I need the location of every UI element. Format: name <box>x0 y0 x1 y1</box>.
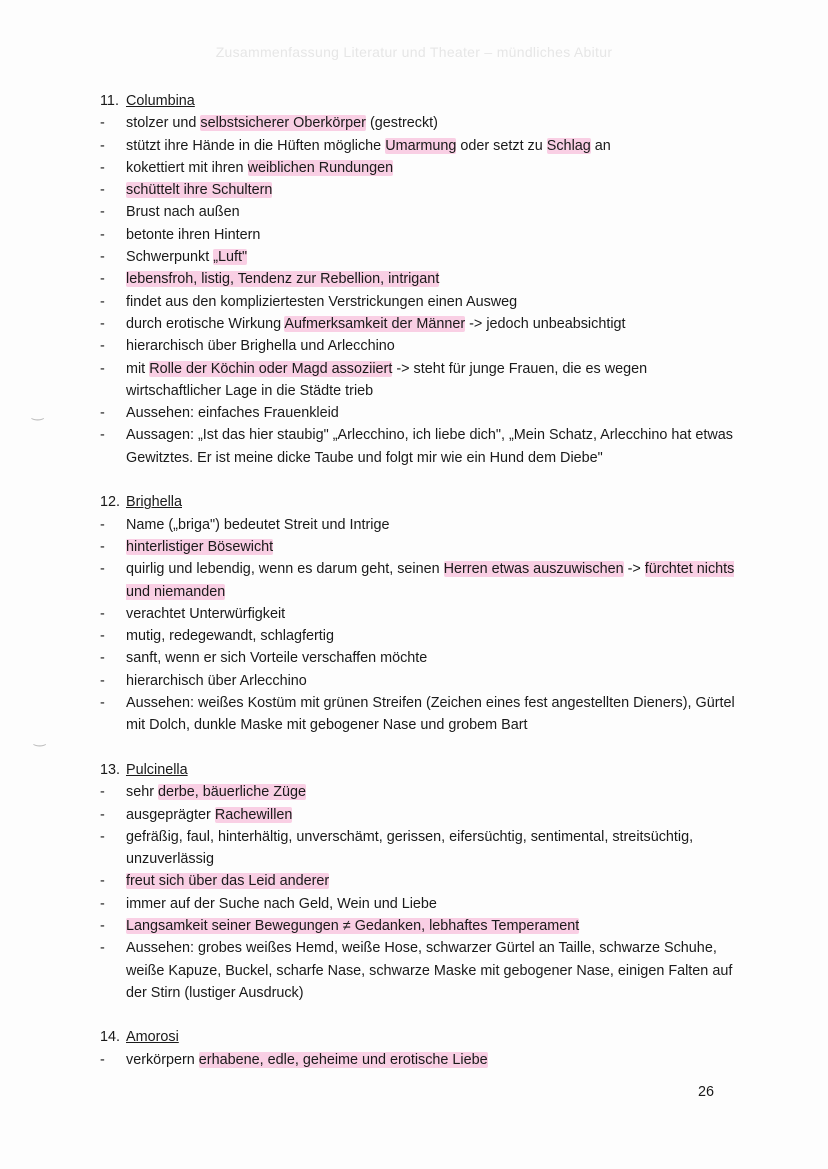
bullet-dash-icon: - <box>100 695 105 712</box>
highlighted-text: freut sich über das Leid anderer <box>126 873 330 890</box>
list-item <box>100 112 740 134</box>
section-heading <box>100 491 740 513</box>
text-segment: sehr <box>126 784 158 801</box>
page-header: Zusammenfassung Literatur und Theater – mündliches Abitur <box>215 44 613 60</box>
highlighted-text: Aufmerksamkeit der Männer <box>284 315 466 332</box>
bullet-dash-icon: - <box>100 628 105 645</box>
bullet-dash-icon: - <box>100 806 105 823</box>
highlighted-text: weiblichen Rundungen <box>247 159 394 176</box>
scan-mark-icon: ‿ <box>34 730 46 746</box>
bullet-dash-icon: - <box>100 360 105 377</box>
list-item <box>100 536 740 558</box>
list-item-text <box>126 157 740 179</box>
highlighted-text: derbe, bäuerliche Züge <box>158 784 307 801</box>
list-item-text <box>126 558 740 603</box>
list-item-text <box>126 937 740 1004</box>
text-segment: Aussagen: „Ist das hier staubig" „Arlecchino, ich liebe dich", „Mein Schatz, Arlecchino hat etwas Gewitztes. Er ist meine dicke Taube und folgt mir wie ein Hund dem Diebe" <box>126 427 733 466</box>
text-segment: Name („briga") bedeutet Streit und Intrige <box>126 516 390 533</box>
bullet-dash-icon: - <box>100 115 105 132</box>
section-title: Pulcinella <box>126 761 188 778</box>
text-segment: (gestreckt) <box>365 115 438 132</box>
list-item <box>100 893 740 915</box>
bullet-dash-icon: - <box>100 650 105 667</box>
text-segment: Aussehen: grobes weißes Hemd, weiße Hose, schwarzer Gürtel an Taille, schwarze Schuhe, weiße Kapuze, Buckel, scharfe Nase, schwarze Maske mit gebogener Nase, einigen Falten auf der Stirn (lustiger Ausdruck) <box>126 940 733 1001</box>
bullet-dash-icon: - <box>100 249 105 266</box>
list-item-text <box>126 112 740 134</box>
bullet-dash-icon: - <box>100 538 105 555</box>
bullet-dash-icon: - <box>100 516 105 533</box>
text-segment: oder setzt zu <box>456 137 547 154</box>
section-heading <box>100 1026 740 1048</box>
highlighted-text: Rolle der Köchin oder Magd assoziiert <box>149 360 393 377</box>
text-segment: hierarchisch über Brighella und Arlecchino <box>126 338 395 355</box>
text-segment: mutig, redegewandt, schlagfertig <box>126 628 334 645</box>
list-item-text <box>126 625 740 647</box>
text-segment: -> steht für junge Frauen, die es wegen wirtschaftlicher Lage in die Städte trieb <box>126 360 648 399</box>
list-item <box>100 135 740 157</box>
list-item <box>100 201 740 223</box>
page-number: 26 <box>698 1084 715 1100</box>
text-segment: gefräßig, faul, hinterhältig, unverschämt, gerissen, eifersüchtig, sentimental, streitsüchtig, unzuverlässig <box>126 828 694 868</box>
section-heading <box>100 90 740 112</box>
list-item-text <box>126 603 740 625</box>
list-item-text <box>126 781 740 803</box>
list-item <box>100 603 740 625</box>
list-item <box>100 804 740 826</box>
list-item <box>100 424 740 469</box>
list-item <box>100 915 740 937</box>
list-item-text <box>126 335 740 357</box>
bullet-dash-icon: - <box>100 182 105 199</box>
highlighted-text: erhabene, edle, geheime und erotische Liebe <box>198 1051 488 1068</box>
highlighted-text: Herren etwas auszuwischen <box>443 561 624 578</box>
list-item <box>100 268 740 290</box>
section-number: 14. <box>100 1029 121 1046</box>
list-item <box>100 313 740 335</box>
list-item <box>100 937 740 1004</box>
highlighted-text: Umarmung <box>385 137 457 154</box>
list-item <box>100 157 740 179</box>
list-item <box>100 826 740 871</box>
list-item <box>100 647 740 669</box>
bullet-dash-icon: - <box>100 315 105 332</box>
text-segment: stützt ihre Hände in die Hüften mögliche <box>126 137 386 154</box>
text-segment: durch erotische Wirkung <box>126 315 285 332</box>
text-segment: hierarchisch über Arlecchino <box>126 672 307 689</box>
text-segment: betonte ihren Hintern <box>126 226 261 243</box>
highlighted-text: „Luft" <box>213 249 248 266</box>
text-segment: verkörpern <box>126 1051 199 1068</box>
bullet-dash-icon: - <box>100 895 105 912</box>
text-segment: verachtet Unterwürfigkeit <box>126 605 286 622</box>
list-item <box>100 625 740 647</box>
section-title: Brighella <box>126 494 182 511</box>
highlighted-text: schüttelt ihre Schultern <box>126 182 273 199</box>
highlighted-text: lebensfroh, listig, Tendenz zur Rebellion, intrigant <box>126 271 440 288</box>
bullet-dash-icon: - <box>100 940 105 957</box>
bullet-dash-icon: - <box>100 204 105 221</box>
list-item-text <box>126 358 740 403</box>
text-segment: Aussehen: einfaches Frauenkleid <box>126 405 339 422</box>
section-heading <box>100 759 740 781</box>
list-item-text <box>126 224 740 246</box>
section-title: Columbina <box>126 93 195 109</box>
highlighted-text: selbstsicherer Oberkörper <box>200 115 366 132</box>
list-item-text <box>126 514 740 536</box>
section-number: 12. <box>100 494 121 511</box>
bullet-dash-icon: - <box>100 427 105 444</box>
list-item <box>100 514 740 536</box>
text-segment: sanft, wenn er sich Vorteile verschaffen möchte <box>126 650 428 667</box>
bullet-dash-icon: - <box>100 271 105 288</box>
list-item <box>100 870 740 892</box>
text-segment: findet aus den kompliziertesten Verstrickungen einen Ausweg <box>126 293 518 310</box>
list-item-text <box>126 179 740 201</box>
list-item-text <box>126 424 740 469</box>
list-item <box>100 692 740 737</box>
highlighted-text: hinterlistiger Bösewicht <box>126 538 274 555</box>
text-segment: quirlig und lebendig, wenn es darum geht, seinen <box>126 561 444 578</box>
list-item-text <box>126 915 740 937</box>
text-segment: -> jedoch unbeabsichtigt <box>465 315 626 332</box>
highlighted-text: Rachewillen <box>214 806 293 823</box>
section-brighella <box>100 491 740 736</box>
list-item <box>100 670 740 692</box>
bullet-dash-icon: - <box>100 137 105 154</box>
bullet-dash-icon: - <box>100 561 105 578</box>
list-item <box>100 358 740 403</box>
list-item <box>100 224 740 246</box>
bullet-dash-icon: - <box>100 159 105 176</box>
section-amorosi <box>100 1026 740 1071</box>
list-item-text <box>126 870 740 892</box>
scan-mark-icon: ‿ <box>32 404 44 420</box>
section-title: Amorosi <box>126 1029 179 1046</box>
bullet-dash-icon: - <box>100 338 105 355</box>
bullet-dash-icon: - <box>100 226 105 243</box>
text-segment: stolzer und <box>126 115 201 132</box>
text-segment: ausgeprägter <box>126 806 215 823</box>
list-item-text <box>126 647 740 669</box>
bullet-dash-icon: - <box>100 828 105 845</box>
list-item-text <box>126 135 740 157</box>
text-segment: -> <box>623 561 645 578</box>
text-segment: Schwerpunkt <box>126 249 214 266</box>
highlighted-text: Langsamkeit seiner Bewegungen ≠ Gedanken, lebhaftes Temperament <box>126 917 580 934</box>
list-item <box>100 781 740 803</box>
list-item-text <box>126 402 740 424</box>
highlighted-text: Schlag <box>546 137 591 154</box>
list-item-text <box>126 536 740 558</box>
bullet-dash-icon: - <box>100 293 105 310</box>
list-item <box>100 402 740 424</box>
bullet-dash-icon: - <box>100 672 105 689</box>
list-item <box>100 335 740 357</box>
bullet-dash-icon: - <box>100 873 105 890</box>
list-item-text <box>126 670 740 692</box>
list-item-text <box>126 893 740 915</box>
list-item-text <box>126 246 740 268</box>
text-segment: immer auf der Suche nach Geld, Wein und Liebe <box>126 895 437 912</box>
bullet-dash-icon: - <box>100 405 105 422</box>
section-number: 13. <box>100 761 121 778</box>
text-segment: Aussehen: weißes Kostüm mit grünen Streifen (Zeichen eines fest angestellten Dieners), Gürtel mit Dolch, dunkle Maske mit gebogener Nase und grobem Bart <box>126 695 735 734</box>
section-pulcinella <box>100 759 740 1004</box>
list-item-text <box>126 692 740 737</box>
list-item <box>100 246 740 268</box>
highlighted-text: fürchtet nichts und niemanden <box>126 561 735 600</box>
list-item-text <box>126 291 740 313</box>
bullet-dash-icon: - <box>100 784 105 801</box>
text-segment: mit <box>126 360 150 377</box>
list-item-text <box>126 804 740 826</box>
list-item-text <box>126 201 740 223</box>
list-item <box>100 179 740 201</box>
list-item-text <box>126 826 740 871</box>
section-number: 11. <box>100 93 119 109</box>
section-columbina <box>100 90 740 469</box>
list-item <box>100 558 740 603</box>
bullet-dash-icon: - <box>100 605 105 622</box>
text-segment: kokettiert mit ihren <box>126 159 248 176</box>
document-content <box>100 90 740 1093</box>
list-item <box>100 1049 740 1071</box>
list-item-text <box>126 1049 740 1071</box>
list-item-text <box>126 313 740 335</box>
bullet-dash-icon: - <box>100 1051 105 1068</box>
text-segment: an <box>590 137 611 154</box>
bullet-dash-icon: - <box>100 917 105 934</box>
list-item-text <box>126 268 740 290</box>
list-item <box>100 291 740 313</box>
text-segment: Brust nach außen <box>126 204 240 221</box>
